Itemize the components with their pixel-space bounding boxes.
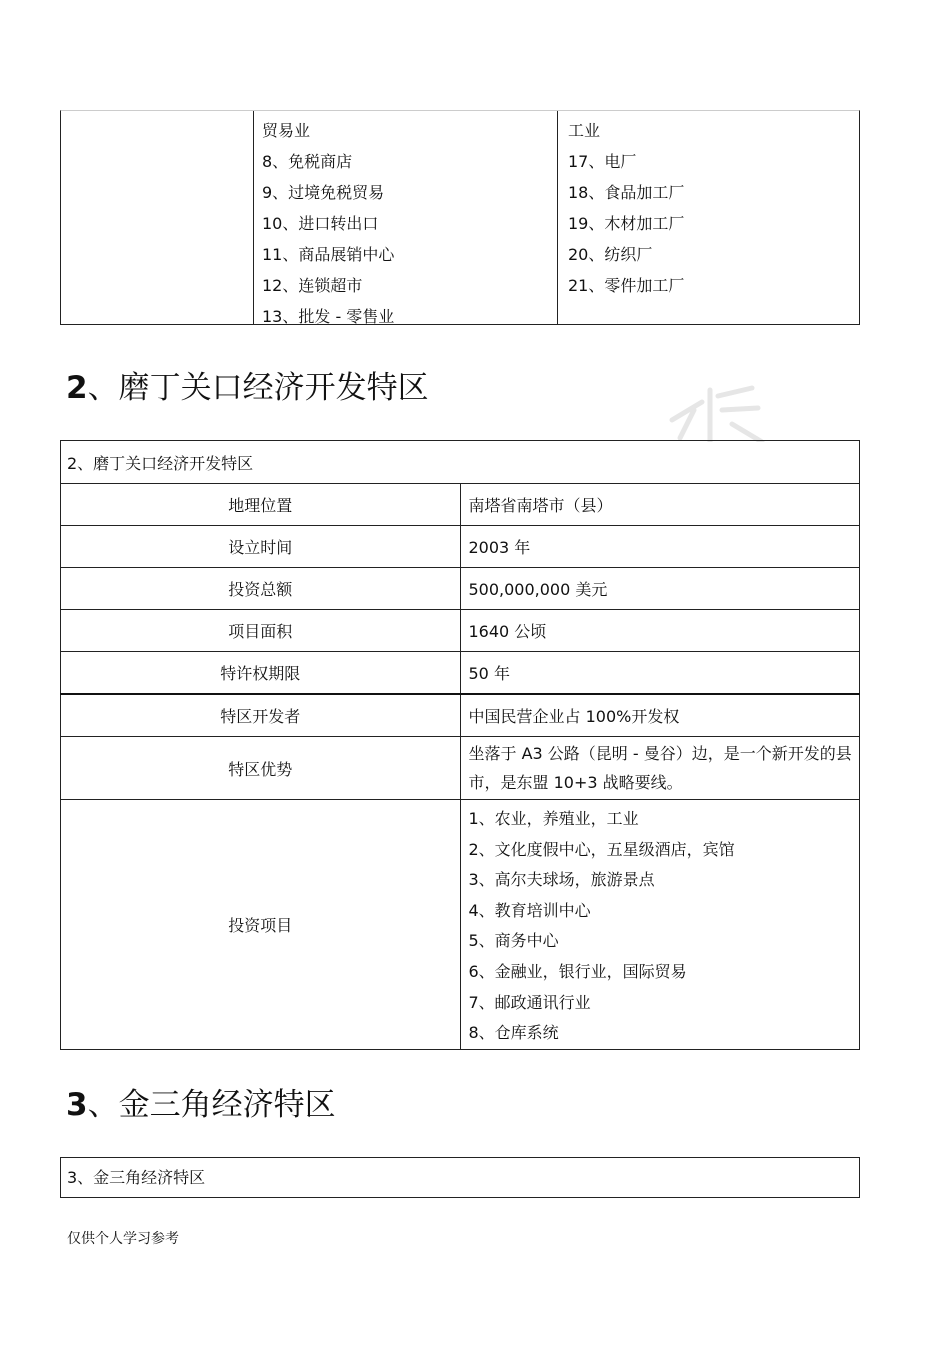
investment-total-label: 投资总额 — [61, 568, 461, 610]
section3-heading — [66, 1085, 336, 1125]
zone3-table-title: 3、金三角经济特区 — [60, 1157, 860, 1198]
top-table-empty-col — [61, 111, 254, 324]
list-item: 8、仓库系统 — [468, 1023, 559, 1043]
list-item: 4、教育培训中心 — [468, 900, 591, 920]
advantage-value: 坐落于 A3 公路（昆明 - 曼谷）边，是一个新开发的县市，是东盟 10+3 战略要线。 — [460, 737, 860, 800]
developer-label: 特区开发者 — [61, 694, 461, 737]
area-value: 1640 公顷 — [460, 610, 860, 652]
section2-heading-number: 2 — [66, 370, 88, 406]
concession-term-value: 50 年 — [460, 652, 860, 695]
industry-header: 工业 — [568, 121, 601, 140]
list-item: 13、批发 - 零售业 — [262, 307, 395, 326]
list-item: 8、免税商店 — [262, 152, 353, 171]
location-label: 地理位置 — [61, 484, 461, 526]
advantage-label: 特区优势 — [61, 737, 461, 800]
location-value: 南塔省南塔市（县） — [460, 484, 860, 526]
list-item: 10、进口转出口 — [262, 214, 379, 233]
list-item: 20、纺织厂 — [568, 245, 653, 264]
trade-header: 贸易业 — [262, 121, 311, 140]
list-item: 2、文化度假中心，五星级酒店，宾馆 — [468, 839, 735, 859]
top-table — [60, 110, 860, 325]
established-label: 设立时间 — [61, 526, 461, 568]
footer-note: 仅供个人学习参考 — [67, 1231, 179, 1247]
concession-term-label: 特许权期限 — [61, 652, 461, 695]
list-item: 6、金融业，银行业，国际贸易 — [468, 961, 687, 981]
list-item: 11、商品展销中心 — [262, 245, 395, 264]
section3-heading-number: 3 — [66, 1087, 88, 1123]
section3-heading-text: 、金三角经济特区 — [87, 1087, 336, 1123]
list-item: 19、木材加工厂 — [568, 214, 685, 233]
section2-heading-text: 、磨丁关口经济开发特区 — [87, 370, 429, 406]
list-item: 7、邮政通讯行业 — [468, 992, 591, 1012]
top-table-trade-col — [254, 111, 558, 324]
investment-total-value: 500,000,000 美元 — [460, 568, 860, 610]
list-item: 18、食品加工厂 — [568, 183, 685, 202]
list-item: 17、电厂 — [568, 152, 637, 171]
list-item: 1、农业，养殖业，工业 — [468, 809, 639, 828]
watermark-graphic — [662, 380, 772, 442]
top-table-industry-col — [558, 111, 859, 324]
projects-list — [460, 800, 860, 1050]
list-item: 5、商务中心 — [468, 931, 559, 951]
developer-value: 中国民营企业占 100%开发权 — [460, 694, 860, 737]
list-item: 21、零件加工厂 — [568, 276, 685, 295]
list-item: 9、过境免税贸易 — [262, 183, 385, 202]
list-item: 3、高尔夫球场，旅游景点 — [468, 870, 655, 890]
established-value: 2003 年 — [460, 526, 860, 568]
section2-heading — [66, 368, 429, 408]
projects-label: 投资项目 — [61, 800, 461, 1050]
zone2-table — [60, 440, 860, 1050]
list-item: 12、连锁超市 — [262, 276, 363, 295]
area-label: 项目面积 — [61, 610, 461, 652]
zone2-table-title: 2、磨丁关口经济开发特区 — [61, 441, 860, 484]
